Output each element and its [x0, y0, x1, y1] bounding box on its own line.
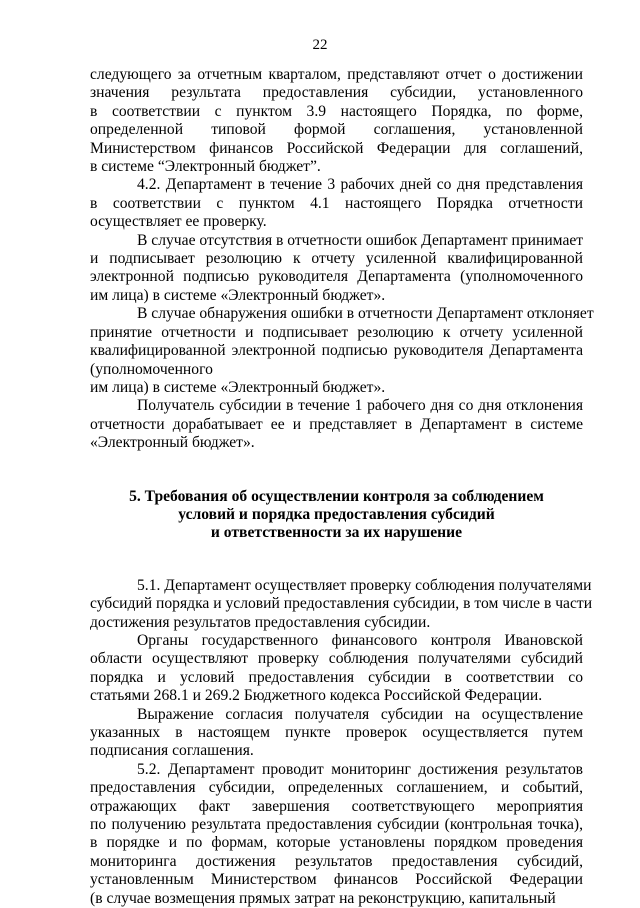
paragraph-p1 — [90, 66, 583, 176]
text-line: по получению результата предоставления субсидии (контрольная точка), — [90, 816, 583, 834]
text-line: Органы государственного финансового контроля Ивановской — [137, 631, 583, 649]
text-line: отражающих факт завершения соответствующего мероприятия — [90, 797, 583, 815]
paragraph-p8 — [90, 706, 583, 761]
text-line: 5.1. Департамент осуществляет проверку соблюдения получателями — [137, 576, 592, 594]
text-line: значения результата предоставления субсидии, установленного — [90, 84, 583, 102]
paragraph-p5 — [90, 397, 583, 452]
page-number: 22 — [312, 37, 328, 53]
text-line: достижения результатов предоставления субсидии. — [90, 613, 431, 631]
section-4-paragraphs — [90, 66, 594, 453]
text-line: и подписывает резолюцию к отчету усиленной квалифицированной — [90, 250, 583, 268]
heading-line: и ответственности за их нарушение — [210, 524, 463, 542]
text-line: порядка и условий предоставления субсидии в соответствии со — [90, 668, 583, 686]
paragraph-p4 — [90, 305, 594, 397]
text-line: установленным Министерством финансов Российской Федерации — [90, 871, 583, 889]
text-line: (в случае возмещения прямых затрат на реконструкцию, капитальный — [90, 889, 556, 907]
text-line: Выражение согласия получателя субсидии на осуществление — [137, 705, 583, 723]
text-line: Получатель субсидии в течение 1 рабочего дня со дня отклонения — [137, 397, 583, 415]
text-line: осуществляет ее проверку. — [90, 213, 267, 231]
text-line: в соответствии с пунктом 3.9 настоящего Порядка, по форме, — [90, 102, 583, 120]
text-line: принятие отчетности и подписывает резолюцию к отчету усиленной — [90, 323, 583, 341]
text-line: подписания соглашения. — [90, 742, 254, 760]
text-line: электронной подписью руководителя Департамента (уполномоченного — [90, 268, 583, 286]
text-line: квалифицированной электронной подписью руководителя Департамента — [90, 342, 583, 360]
text-line: следующего за отчетным кварталом, представляют отчет о достижении — [90, 66, 583, 83]
text-line: субсидий порядка и условий предоставления субсидии, в том числе в части — [90, 595, 593, 613]
text-line: указанных в настоящем пункте проверок осуществляется путем — [90, 724, 583, 741]
text-line: «Электронный бюджет». — [90, 434, 255, 452]
text-line: 5.2. Департамент проводит мониторинг достижения результатов — [137, 760, 583, 778]
text-line: В случае отсутствия в отчетности ошибок Департамент принимает — [137, 231, 584, 249]
paragraph-p6 — [90, 576, 593, 632]
text-line: отчетности дорабатывает ее и представляет в Департамент в системе — [90, 415, 583, 433]
text-line: в порядке и по формам, которые установлены порядком проведения — [90, 834, 583, 852]
heading-line: условий и порядка предоставления субсидий — [178, 505, 495, 523]
paragraph-p7 — [90, 632, 583, 706]
text-line: определенной типовой формой соглашения, установленной — [90, 121, 583, 139]
text-line: 4.2. Департамент в течение 3 рабочих дней со дня представления — [137, 176, 583, 194]
section-5-heading — [90, 488, 583, 543]
heading-line: 5. Требования об осуществлении контроля за соблюдением — [129, 487, 544, 505]
paragraph-p2 — [90, 176, 583, 231]
text-line: Министерством финансов Российской Федерации для соглашений, — [90, 139, 583, 157]
text-line: в соответствии с пунктом 4.1 настоящего Порядка отчетности — [90, 194, 583, 212]
section-5-paragraphs — [90, 576, 593, 908]
text-line: предоставления субсидии, определенных соглашением, и событий, — [90, 779, 583, 797]
text-line: области осуществляют проверку соблюдения получателями субсидий — [90, 650, 583, 668]
paragraph-p9 — [90, 761, 583, 908]
page-content — [90, 66, 594, 908]
text-line: в системе “Электронный бюджет”. — [90, 158, 321, 176]
text-line: мониторинга достижения результатов предоставления субсидий, — [90, 852, 583, 870]
text-line: В случае обнаружения ошибки в отчетности Департамент отклоняет — [137, 305, 594, 323]
paragraph-p3 — [90, 232, 583, 306]
text-line: им лица) в системе «Электронный бюджет». — [90, 378, 386, 396]
text-line: (уполномоченного — [90, 360, 213, 378]
text-line: статьями 268.1 и 269.2 Бюджетного кодекса Российской Федерации. — [90, 687, 543, 705]
text-line: им лица) в системе «Электронный бюджет». — [90, 286, 386, 304]
